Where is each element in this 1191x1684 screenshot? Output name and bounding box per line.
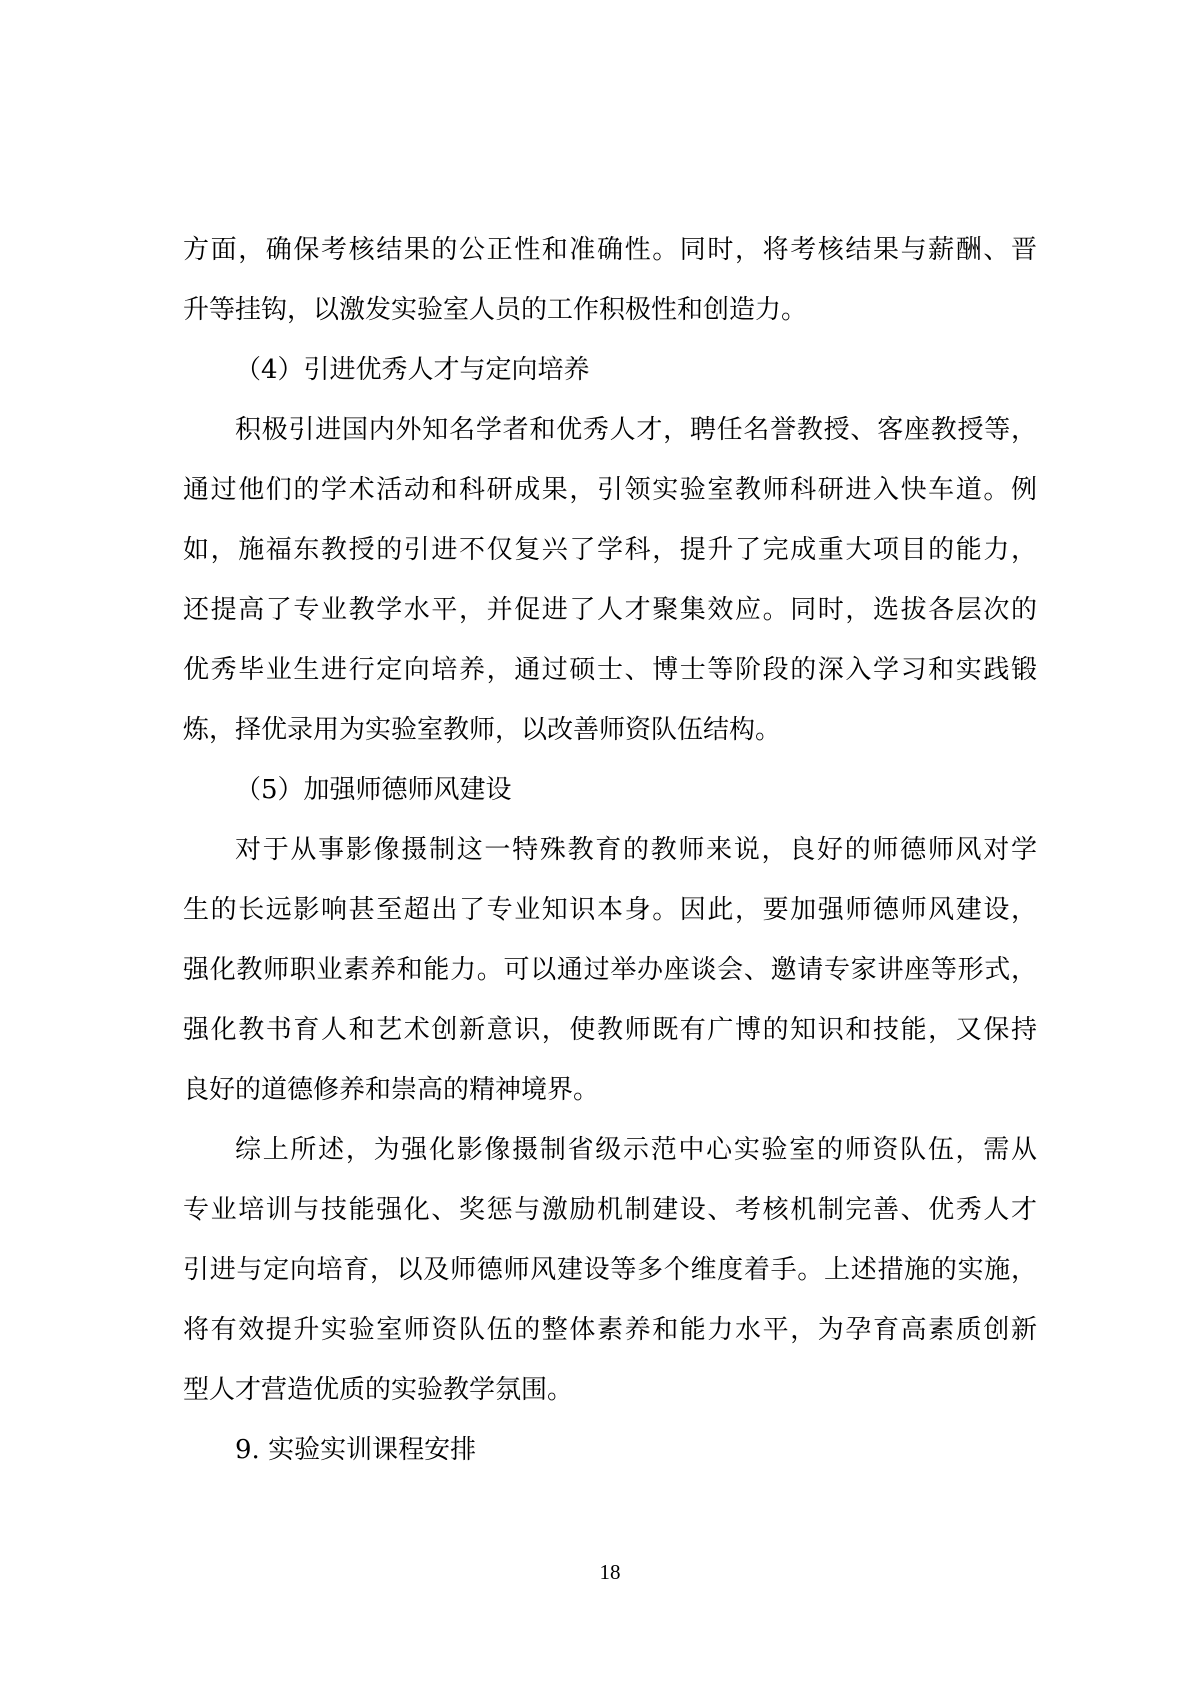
text-line: 引进与定向培育，以及师德师风建设等多个维度着手。上述措施的实施， bbox=[183, 1255, 1037, 1285]
text-line: 专业培训与技能强化、奖惩与激励机制建设、考核机制完善、优秀人才 bbox=[183, 1195, 1037, 1225]
text-line: 如，施福东教授的引进不仅复兴了学科，提升了完成重大项目的能力， bbox=[183, 535, 1037, 565]
text-line: 生的长远影响甚至超出了专业知识本身。因此，要加强师德师风建设， bbox=[183, 895, 1037, 925]
text-line: （5）加强师德师风建设 bbox=[235, 775, 512, 805]
text-line: 强化教师职业素养和能力。可以通过举办座谈会、邀请专家讲座等形式， bbox=[183, 955, 1037, 985]
text-line: 良好的道德修养和崇高的精神境界。 bbox=[183, 1075, 600, 1105]
text-line: 通过他们的学术活动和科研成果，引领实验室教师科研进入快车道。例 bbox=[183, 475, 1037, 505]
text-line: （4）引进优秀人才与定向培养 bbox=[235, 355, 590, 385]
document-body bbox=[183, 220, 1037, 1480]
text-line: 型人才营造优质的实验教学氛围。 bbox=[183, 1375, 574, 1405]
text-line: 炼，择优录用为实验室教师，以改善师资队伍结构。 bbox=[183, 715, 782, 745]
text-line: 优秀毕业生进行定向培养，通过硕士、博士等阶段的深入学习和实践锻 bbox=[183, 655, 1037, 685]
page-number: 18 bbox=[599, 1560, 621, 1584]
text-line: 强化教书育人和艺术创新意识，使教师既有广博的知识和技能，又保持 bbox=[183, 1015, 1037, 1045]
text-line: 9. 实验实训课程安排 bbox=[235, 1435, 477, 1465]
text-line: 升等挂钩，以激发实验室人员的工作积极性和创造力。 bbox=[183, 295, 808, 325]
text-line: 对于从事影像摄制这一特殊教育的教师来说，良好的师德师风对学 bbox=[235, 835, 1037, 865]
text-line: 还提高了专业教学水平，并促进了人才聚集效应。同时，选拔各层次的 bbox=[183, 595, 1037, 625]
text-line: 综上所述，为强化影像摄制省级示范中心实验室的师资队伍，需从 bbox=[235, 1135, 1037, 1165]
text-line: 积极引进国内外知名学者和优秀人才，聘任名誉教授、客座教授等， bbox=[235, 415, 1037, 445]
text-line: 将有效提升实验室师资队伍的整体素养和能力水平，为孕育高素质创新 bbox=[183, 1315, 1037, 1345]
text-line: 方面，确保考核结果的公正性和准确性。同时，将考核结果与薪酬、晋 bbox=[183, 235, 1037, 265]
